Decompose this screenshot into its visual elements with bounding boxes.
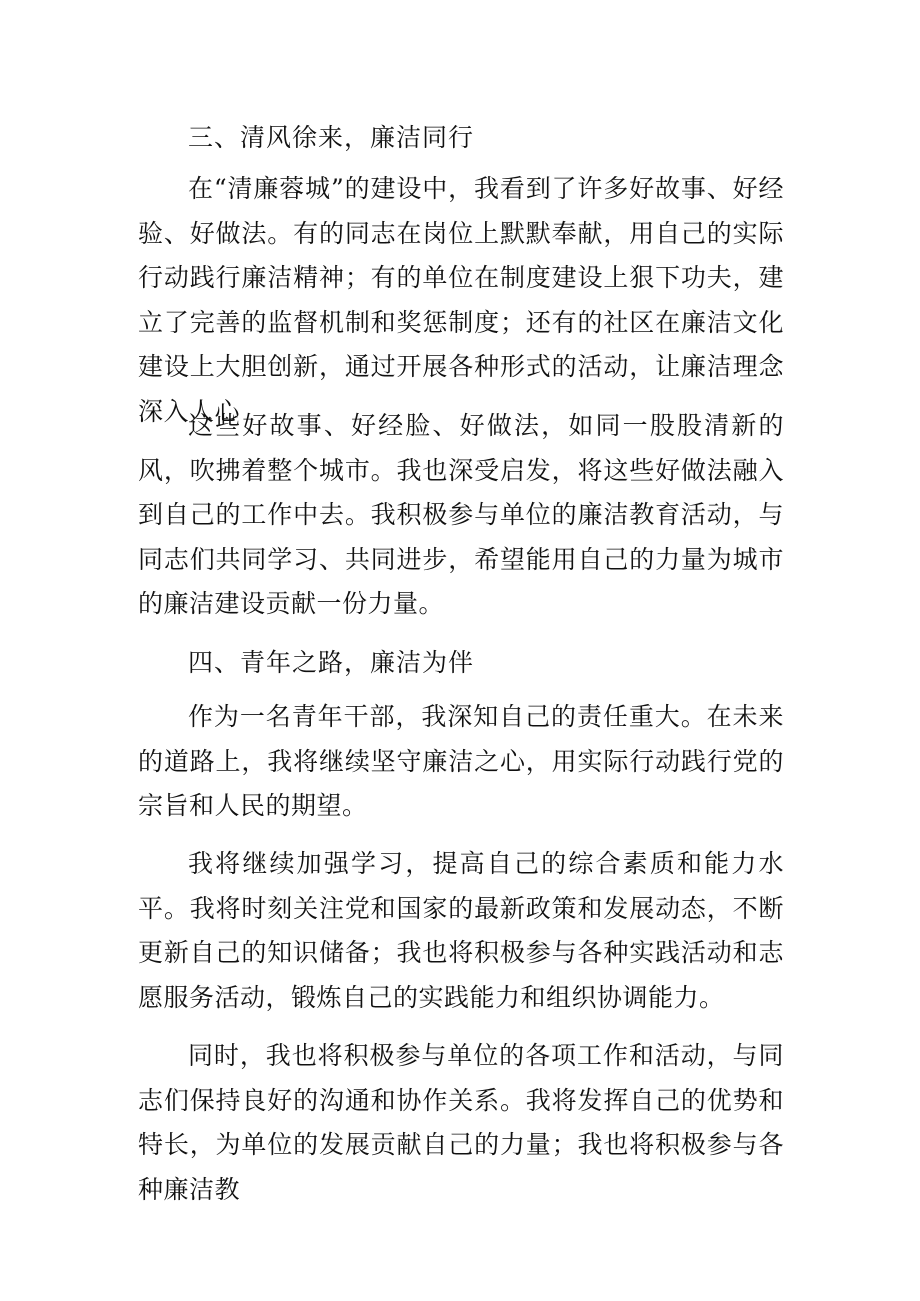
paragraph-qinglian-rongcheng: 在“清廉蓉城”的建设中，我看到了许多好故事、好经验、好做法。有的同志在岗位上默默奉献，用自己的实际行动践行廉洁精神；有的单位在制度建设上狠下功夫，建立了完善的监督机制和奖惩制度；还有的社区在廉洁文化建设上大胆创新，通过开展各种形式的活动，让廉洁理念深入人心	[138, 174, 784, 426]
paragraph-continue-learning: 我将继续加强学习，提高自己的综合素质和能力水平。我将时刻关注党和国家的最新政策和发展动态，不断更新自己的知识储备；我也将积极参与各种实践活动和志愿服务活动，锻炼自己的实践能力和组织协调能力。	[138, 849, 784, 1012]
section-heading-3: 三、清风徐来，廉洁同行	[188, 123, 475, 152]
paragraph-participate-work: 同时，我也将积极参与单位的各项工作和活动，与同志们保持良好的沟通和协作关系。我将发挥自己的优势和特长，为单位的发展贡献自己的力量；我也将积极参与各种廉洁教	[138, 1041, 784, 1204]
section-heading-4: 四、青年之路，廉洁为伴	[188, 648, 475, 677]
paragraph-good-practices: 这些好故事、好经脸、好做法，如同一股股清新的风，吹拂着整个城市。我也深受启发，将这些好做法融入到自己的工作中去。我积极参与单位的廉洁教育活动，与同志们共同学习、共同进步，希望能用自己的力量为城市的廉洁建设贡献一份力量。	[138, 411, 784, 618]
paragraph-young-cadre: 作为一名青年干部，我深知自己的责任重大。在未来的道路上，我将继续坚守廉洁之心，用实际行动践行党的宗旨和人民的期望。	[138, 702, 784, 820]
